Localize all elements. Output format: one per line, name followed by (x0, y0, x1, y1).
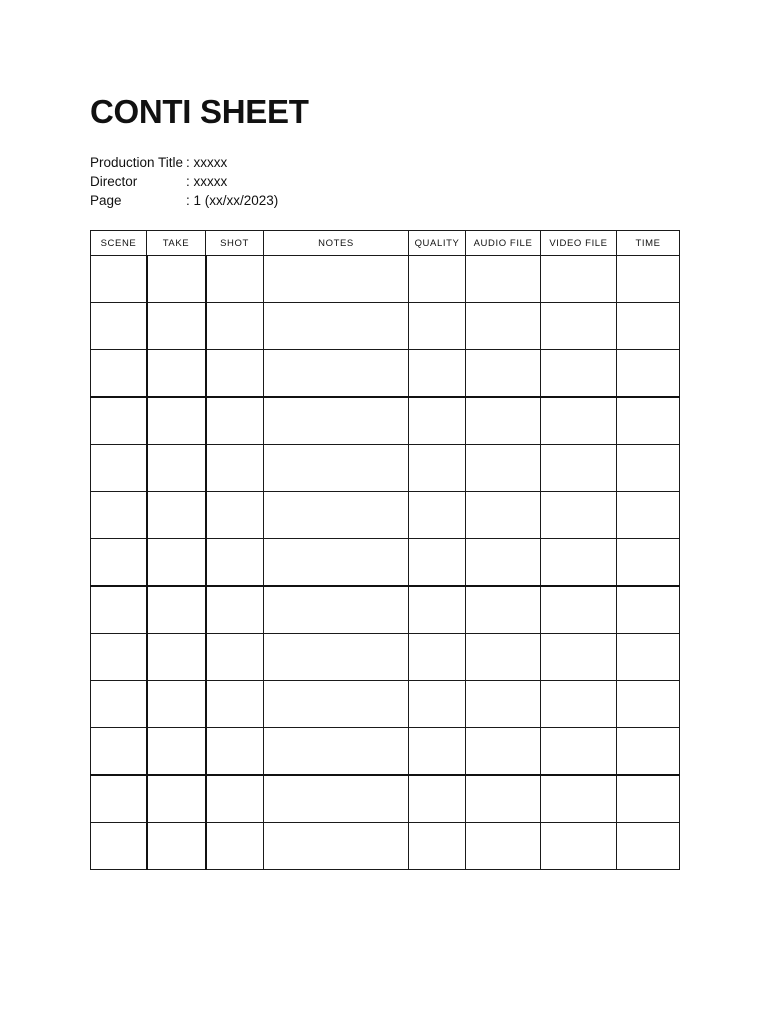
table-cell-notes (264, 445, 409, 492)
table-cell-notes (264, 492, 409, 539)
table-cell-scene (91, 728, 147, 776)
table-cell-take (147, 728, 206, 776)
table-cell-take (147, 397, 206, 445)
table-cell-video-file (541, 775, 617, 823)
table-cell-time (617, 445, 680, 492)
table-cell-take (147, 634, 206, 681)
table-cell-shot (206, 823, 264, 870)
table-cell-take (147, 492, 206, 539)
table-cell-quality (409, 823, 466, 870)
table-cell-audio-file (466, 586, 541, 634)
table-cell-take (147, 256, 206, 303)
table-cell-audio-file (466, 492, 541, 539)
production-title-row (90, 153, 278, 172)
table-cell-quality (409, 586, 466, 634)
production-title-label: Production Title (90, 155, 184, 170)
table-cell-shot (206, 539, 264, 587)
table-cell-audio-file (466, 823, 541, 870)
table-cell-quality (409, 681, 466, 728)
table-cell-video-file (541, 350, 617, 398)
table-cell-time (617, 397, 680, 445)
table-cell-scene (91, 350, 147, 398)
production-info (90, 153, 278, 210)
table-cell-notes (264, 823, 409, 870)
table-cell-notes (264, 728, 409, 776)
table-cell-audio-file (466, 303, 541, 350)
table-row (91, 350, 680, 398)
table-cell-time (617, 492, 680, 539)
table-cell-video-file (541, 492, 617, 539)
table-cell-notes (264, 681, 409, 728)
table-cell-shot (206, 681, 264, 728)
page-label: Page (90, 193, 122, 208)
table-header-row (91, 231, 680, 256)
table-cell-notes (264, 539, 409, 587)
table-cell-audio-file (466, 445, 541, 492)
table-cell-time (617, 256, 680, 303)
table-cell-time (617, 775, 680, 823)
table-cell-notes (264, 634, 409, 681)
table-cell-video-file (541, 823, 617, 870)
table-cell-scene (91, 681, 147, 728)
table-row (91, 634, 680, 681)
director-value: : xxxxx (186, 174, 228, 189)
table-row (91, 256, 680, 303)
table-cell-shot (206, 350, 264, 398)
table-cell-shot (206, 586, 264, 634)
table-cell-audio-file (466, 681, 541, 728)
table-cell-take (147, 445, 206, 492)
table-cell-quality (409, 397, 466, 445)
table-row (91, 775, 680, 823)
table-cell-take (147, 303, 206, 350)
table-cell-audio-file (466, 634, 541, 681)
table-cell-shot (206, 256, 264, 303)
table-cell-time (617, 728, 680, 776)
sheet-title: CONTI SHEET (90, 93, 309, 130)
table-cell-time (617, 823, 680, 870)
table-cell-time (617, 539, 680, 587)
table-cell-scene (91, 492, 147, 539)
column-header-notes: NOTES (264, 231, 409, 256)
table-cell-audio-file (466, 728, 541, 776)
production-title-value: : xxxxx (186, 155, 228, 170)
table-cell-audio-file (466, 350, 541, 398)
table-cell-notes (264, 586, 409, 634)
column-header-audio-file: AUDIO FILE (466, 231, 541, 256)
page-value: : 1 (xx/xx/2023) (186, 193, 279, 208)
table-cell-quality (409, 728, 466, 776)
table-cell-scene (91, 539, 147, 587)
table-cell-quality (409, 775, 466, 823)
table-cell-video-file (541, 586, 617, 634)
table-cell-take (147, 350, 206, 398)
table-cell-scene (91, 586, 147, 634)
table-cell-quality (409, 634, 466, 681)
director-label: Director (90, 174, 138, 189)
table-cell-quality (409, 539, 466, 587)
table-cell-scene (91, 823, 147, 870)
table-cell-scene (91, 397, 147, 445)
director-row (90, 172, 278, 191)
page-row (90, 191, 278, 210)
table-cell-scene (91, 303, 147, 350)
table-row (91, 539, 680, 587)
table-cell-quality (409, 303, 466, 350)
table-cell-time (617, 681, 680, 728)
table-cell-quality (409, 256, 466, 303)
table-cell-video-file (541, 445, 617, 492)
table-row (91, 823, 680, 870)
table-cell-notes (264, 350, 409, 398)
table-cell-scene (91, 634, 147, 681)
table-cell-shot (206, 445, 264, 492)
table-cell-take (147, 586, 206, 634)
table-cell-scene (91, 445, 147, 492)
table-cell-notes (264, 256, 409, 303)
column-header-shot: SHOT (206, 231, 264, 256)
table-cell-take (147, 775, 206, 823)
table-cell-shot (206, 634, 264, 681)
table-cell-audio-file (466, 256, 541, 303)
table-cell-scene (91, 256, 147, 303)
table-cell-video-file (541, 681, 617, 728)
table-cell-audio-file (466, 539, 541, 587)
table-cell-take (147, 823, 206, 870)
table-row (91, 303, 680, 350)
table-cell-time (617, 350, 680, 398)
table-cell-take (147, 539, 206, 587)
table-row (91, 492, 680, 539)
table-cell-quality (409, 350, 466, 398)
column-header-scene: SCENE (91, 231, 147, 256)
column-header-quality: QUALITY (409, 231, 466, 256)
table-cell-video-file (541, 539, 617, 587)
table-cell-video-file (541, 256, 617, 303)
column-header-time: TIME (617, 231, 680, 256)
table-cell-time (617, 303, 680, 350)
table-cell-shot (206, 492, 264, 539)
table-cell-shot (206, 775, 264, 823)
table-cell-notes (264, 303, 409, 350)
table-cell-shot (206, 303, 264, 350)
column-header-video-file: VIDEO FILE (541, 231, 617, 256)
table-cell-shot (206, 728, 264, 776)
table-cell-scene (91, 775, 147, 823)
table-cell-video-file (541, 303, 617, 350)
table-cell-time (617, 586, 680, 634)
conti-table (90, 230, 680, 870)
table-cell-quality (409, 445, 466, 492)
table-cell-audio-file (466, 397, 541, 445)
table-cell-take (147, 681, 206, 728)
table-row (91, 445, 680, 492)
table-cell-time (617, 634, 680, 681)
table-row (91, 586, 680, 634)
table-row (91, 728, 680, 776)
table-cell-video-file (541, 728, 617, 776)
table-row (91, 397, 680, 445)
table-cell-notes (264, 397, 409, 445)
table-row (91, 681, 680, 728)
table-cell-audio-file (466, 775, 541, 823)
table-cell-notes (264, 775, 409, 823)
table-cell-video-file (541, 397, 617, 445)
table-cell-quality (409, 492, 466, 539)
table-cell-shot (206, 397, 264, 445)
table-body (91, 256, 680, 870)
table-cell-video-file (541, 634, 617, 681)
column-header-take: TAKE (147, 231, 206, 256)
